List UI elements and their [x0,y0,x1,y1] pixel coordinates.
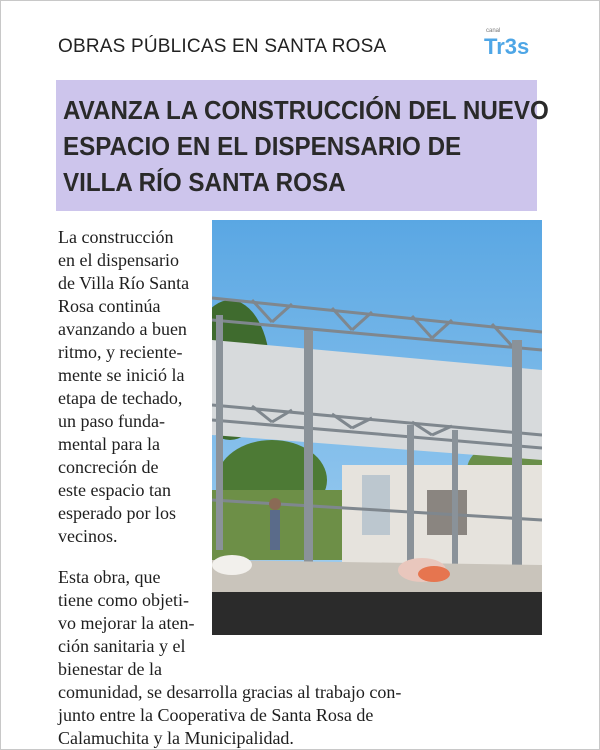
logo-brand-text: Tr3s [484,34,530,59]
headline-line: VILLA RÍO SANTA ROSA [63,167,346,197]
body-line: comunidad, se desarrolla gracias al trabajo con- [58,682,402,702]
headline-line: AVANZA LA CONSTRUCCIÓN DEL NUEVO [63,95,549,125]
body-line: etapa de techado, [58,388,183,408]
body-line: ritmo, y reciente- [58,342,183,362]
body-line: La construcción [58,227,174,247]
body-line: vo mejorar la aten- [58,613,195,633]
channel-logo [480,24,536,64]
body-line: un paso funda- [58,411,165,431]
body-line: concreción de [58,457,159,477]
body-line: avanzando a buen [58,319,187,339]
body-line: Calamuchita y la Municipalidad. [58,728,294,748]
construction-photo [212,220,542,635]
body-line: mental para la [58,434,160,454]
body-line: mente se inició la [58,365,185,385]
body-line: Esta obra, que [58,567,161,587]
body-line: tiene como objeti- [58,590,189,610]
section-label: OBRAS PÚBLICAS EN SANTA ROSA [58,36,387,57]
body-line: Rosa continúa [58,296,161,316]
body-line: este espacio tan [58,480,171,500]
body-line: bienestar de la [58,659,162,679]
logo-small-text: canal [486,28,501,34]
body-line: junto entre la Cooperativa de Santa Rosa de [58,705,374,725]
body-line: vecinos. [58,526,118,546]
headline-line: ESPACIO EN EL DISPENSARIO DE [63,131,462,161]
body-line: en el dispensario [58,250,179,270]
headline [63,92,549,200]
body-line: de Villa Río Santa [58,273,190,293]
body-line: ción sanitaria y el [58,636,186,656]
body-line: esperado por los [58,503,176,523]
